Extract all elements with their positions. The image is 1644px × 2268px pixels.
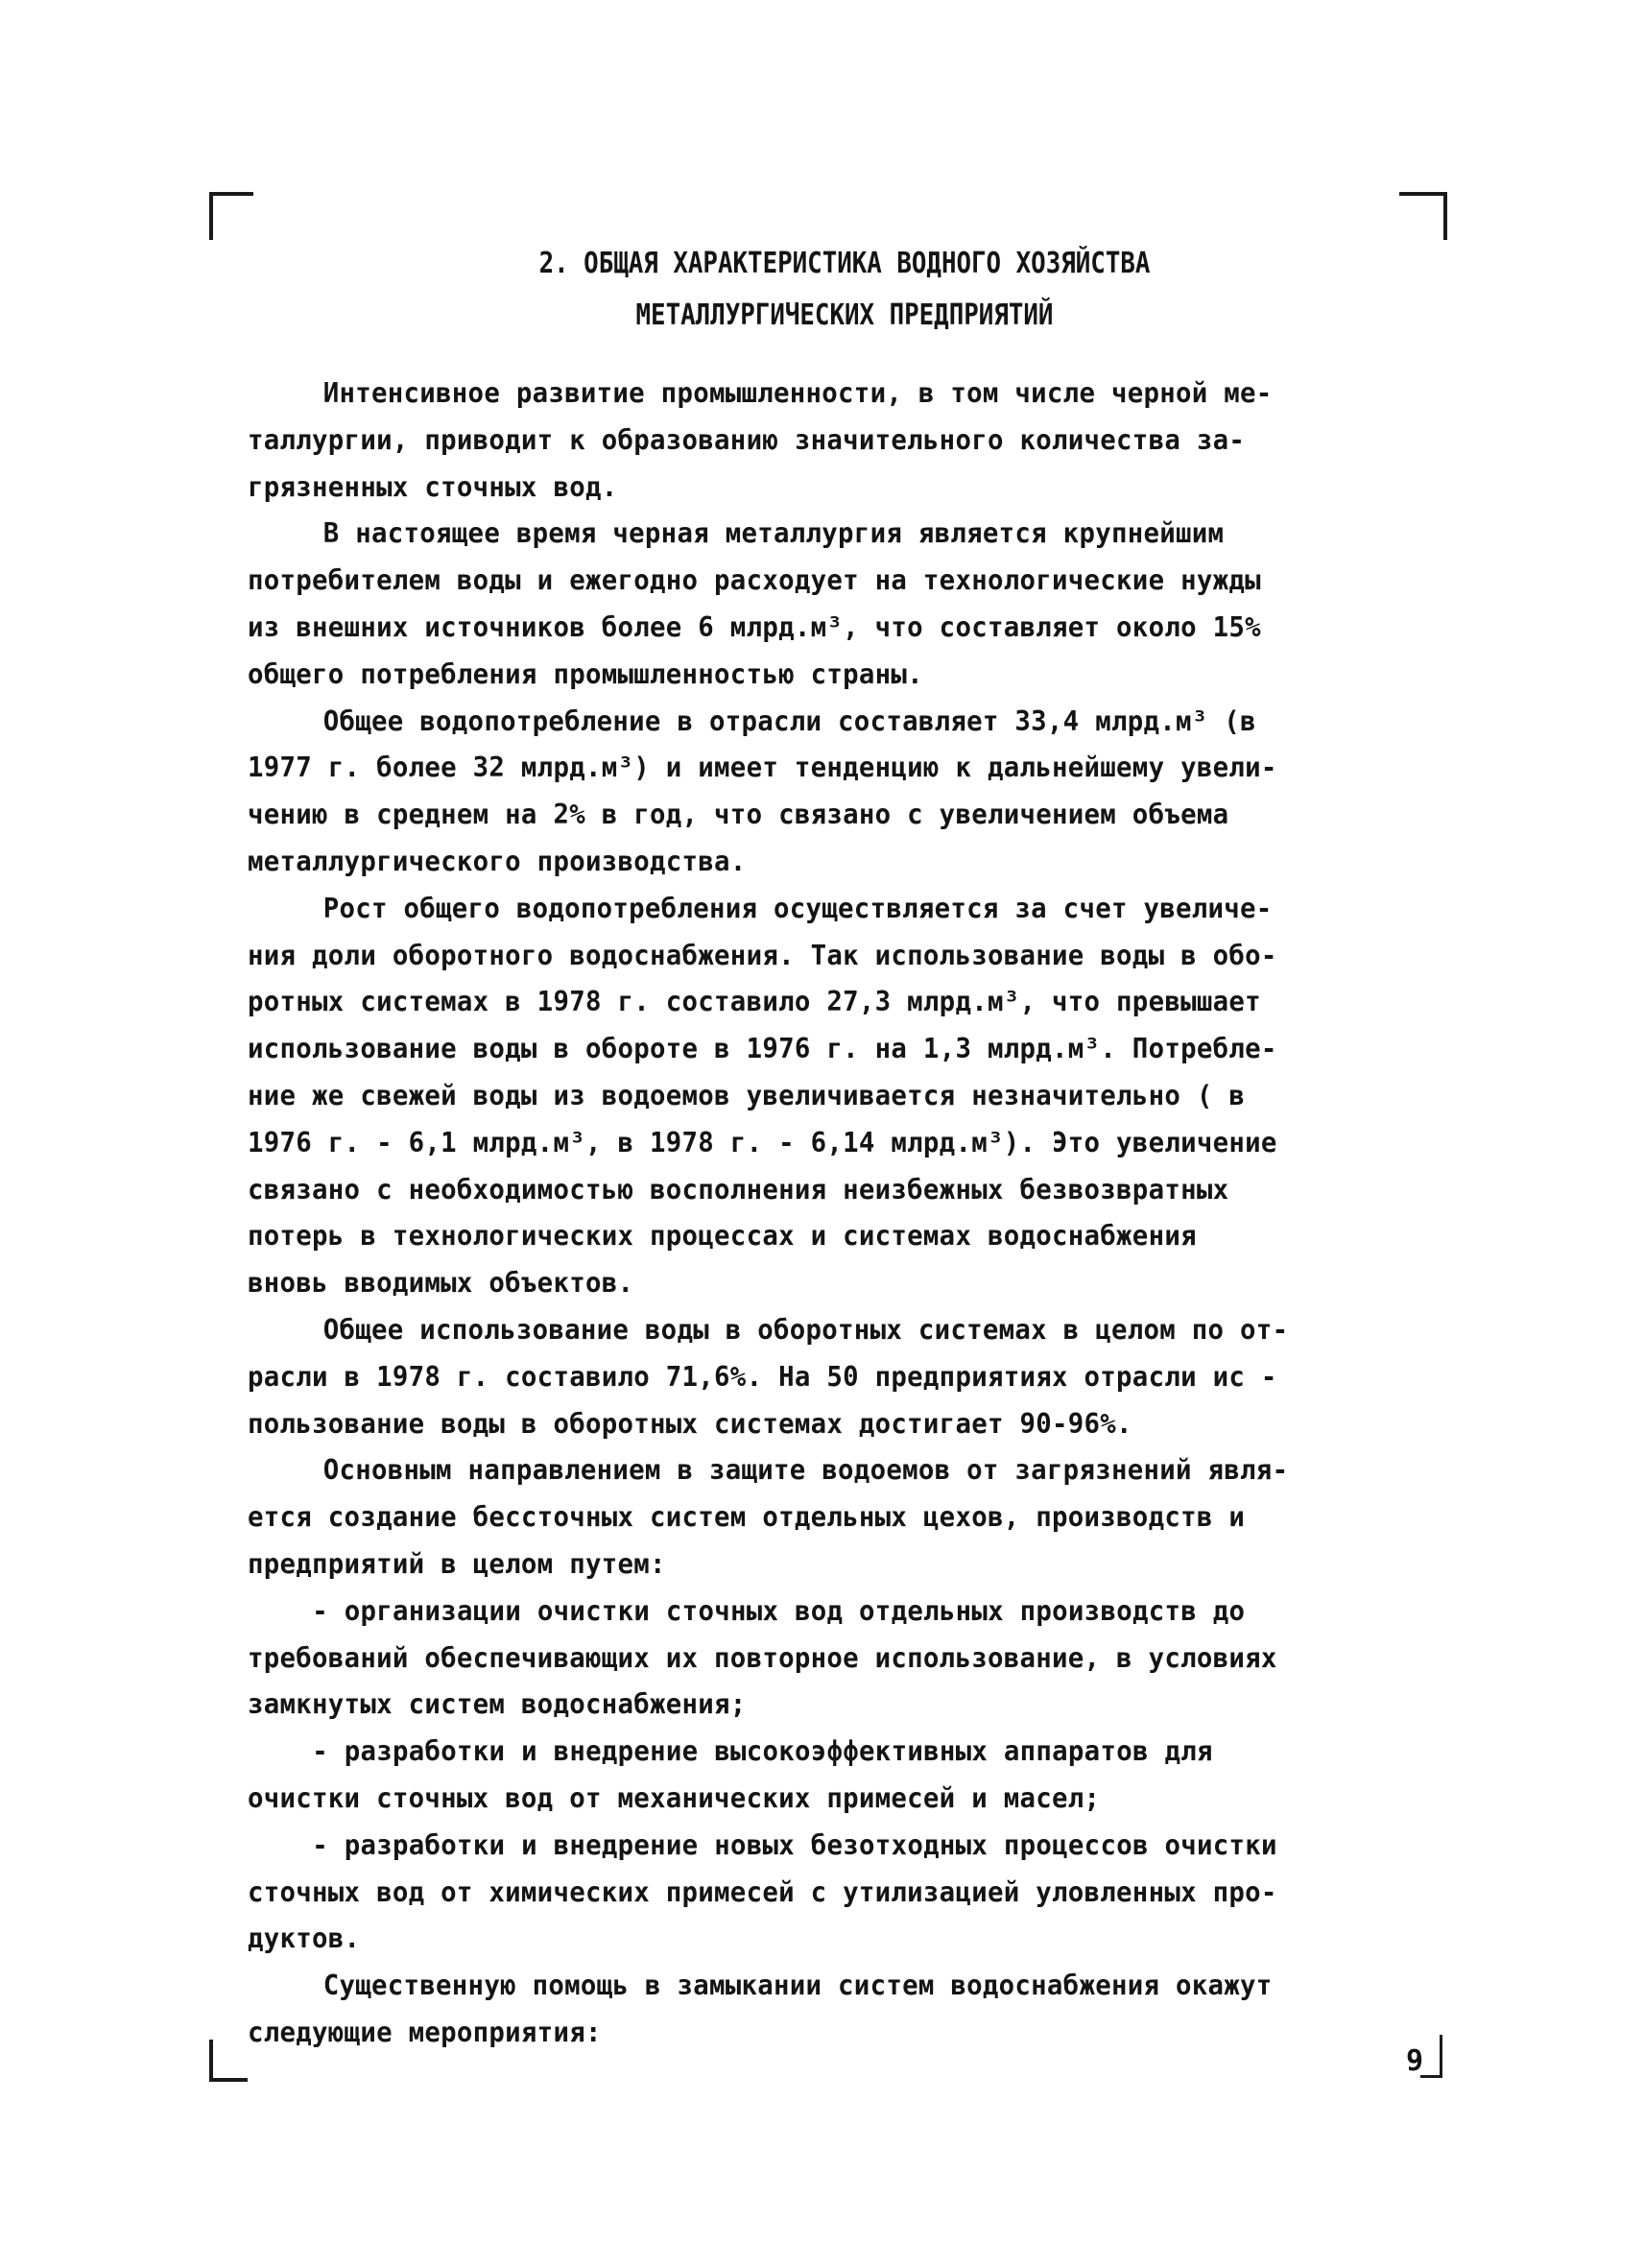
text-line: ния доли оборотного водоснабжения. Так использование воды в обо- <box>248 939 1277 971</box>
crop-mark-bottom-left <box>209 2040 248 2082</box>
text-line: В настоящее время черная металлургия является крупнейшим <box>322 517 1225 550</box>
page-number: 9 <box>1406 2044 1424 2078</box>
crop-mark-top-right <box>1399 192 1447 240</box>
text-line: сточных вод от химических примесей с утилизацией уловленных про- <box>248 1875 1277 1908</box>
text-line: связано с необходимостью восполнения неизбежных безвозвратных <box>248 1173 1229 1206</box>
text-line: потерь в технологических процессах и системах водоснабжения <box>248 1220 1197 1253</box>
section-title-line-2: МЕТАЛЛУРГИЧЕСКИХ ПРЕДПРИЯТИЙ <box>635 298 1054 332</box>
section-title-line-1: 2. ОБЩАЯ ХАРАКТЕРИСТИКА ВОДНОГО ХОЗЯЙСТВА <box>538 247 1151 280</box>
text-line: дуктов. <box>248 1922 361 1955</box>
list-item-line: - разработки и внедрение высокоэффективных аппаратов для <box>312 1735 1213 1768</box>
crop-mark-top-left <box>209 192 253 240</box>
text-line: пользование воды в оборотных системах достигает 90-96%. <box>248 1407 1132 1440</box>
text-line: Интенсивное развитие промышленности, в том числе черной ме- <box>322 377 1273 409</box>
text-line: требований обеспечивающих их повторное использование, в условиях <box>248 1641 1277 1674</box>
text-line: Общее водопотребление в отрасли составляет 33,4 млрд.м³ (в <box>322 704 1256 737</box>
text-line: замкнутых систем водоснабжения; <box>248 1688 747 1721</box>
text-line: Общее использование воды в оборотных системах в целом по от- <box>322 1313 1289 1346</box>
body-text <box>248 370 1457 2057</box>
text-line: Рост общего водопотребления осуществляется за счет увеличе- <box>322 892 1273 924</box>
text-line: 1976 г. - 6,1 млрд.м³, в 1978 г. - 6,14 млрд.м³). Это увеличение <box>248 1126 1277 1158</box>
section-title <box>324 238 1365 342</box>
text-line: вновь вводимых объектов. <box>248 1267 634 1300</box>
text-line: чению в среднем на 2% в год, что связано с увеличением объема <box>248 799 1229 831</box>
text-line: следующие мероприятия: <box>248 2016 602 2048</box>
text-line: расли в 1978 г. составило 71,6%. На 50 предприятиях отрасли ис - <box>248 1360 1277 1393</box>
text-line: использование воды в обороте в 1976 г. на 1,3 млрд.м³. Потребле- <box>248 1033 1277 1065</box>
text-line: общего потребления промышленностью страны. <box>248 657 923 690</box>
text-line: ние же свежей воды из водоемов увеличивается незначительно ( в <box>248 1079 1246 1111</box>
text-line: из внешних источников более 6 млрд.м³, что составляет около 15% <box>248 610 1261 643</box>
text-line: ротных системах в 1978 г. составило 27,3 млрд.м³, что превышает <box>248 986 1261 1018</box>
text-line: 1977 г. более 32 млрд.м³) и имеет тенденцию к дальнейшему увели- <box>248 752 1277 784</box>
text-line: ется создание бессточных систем отдельных цехов, производств и <box>248 1501 1246 1534</box>
list-item-line: - организации очистки сточных вод отдельных производств до <box>312 1594 1246 1627</box>
text-line: металлургического производства. <box>248 845 747 877</box>
list-item-line: - разработки и внедрение новых безотходных процессов очистки <box>312 1828 1277 1861</box>
text-line: предприятий в целом путем: <box>248 1547 666 1580</box>
text-line: таллургии, приводит к образованию значительного количества за- <box>248 423 1246 456</box>
text-line: грязненных сточных вод. <box>248 470 618 503</box>
text-line: Основным направлением в защите водоемов от загрязнений явля- <box>322 1454 1289 1487</box>
text-line: очистки сточных вод от механических примесей и масел; <box>248 1781 1101 1814</box>
text-line: Существенную помощь в замыкании систем водоснабжения окажут <box>322 1970 1273 2002</box>
text-line: потребителем воды и ежегодно расходует на технологические нужды <box>248 564 1261 597</box>
